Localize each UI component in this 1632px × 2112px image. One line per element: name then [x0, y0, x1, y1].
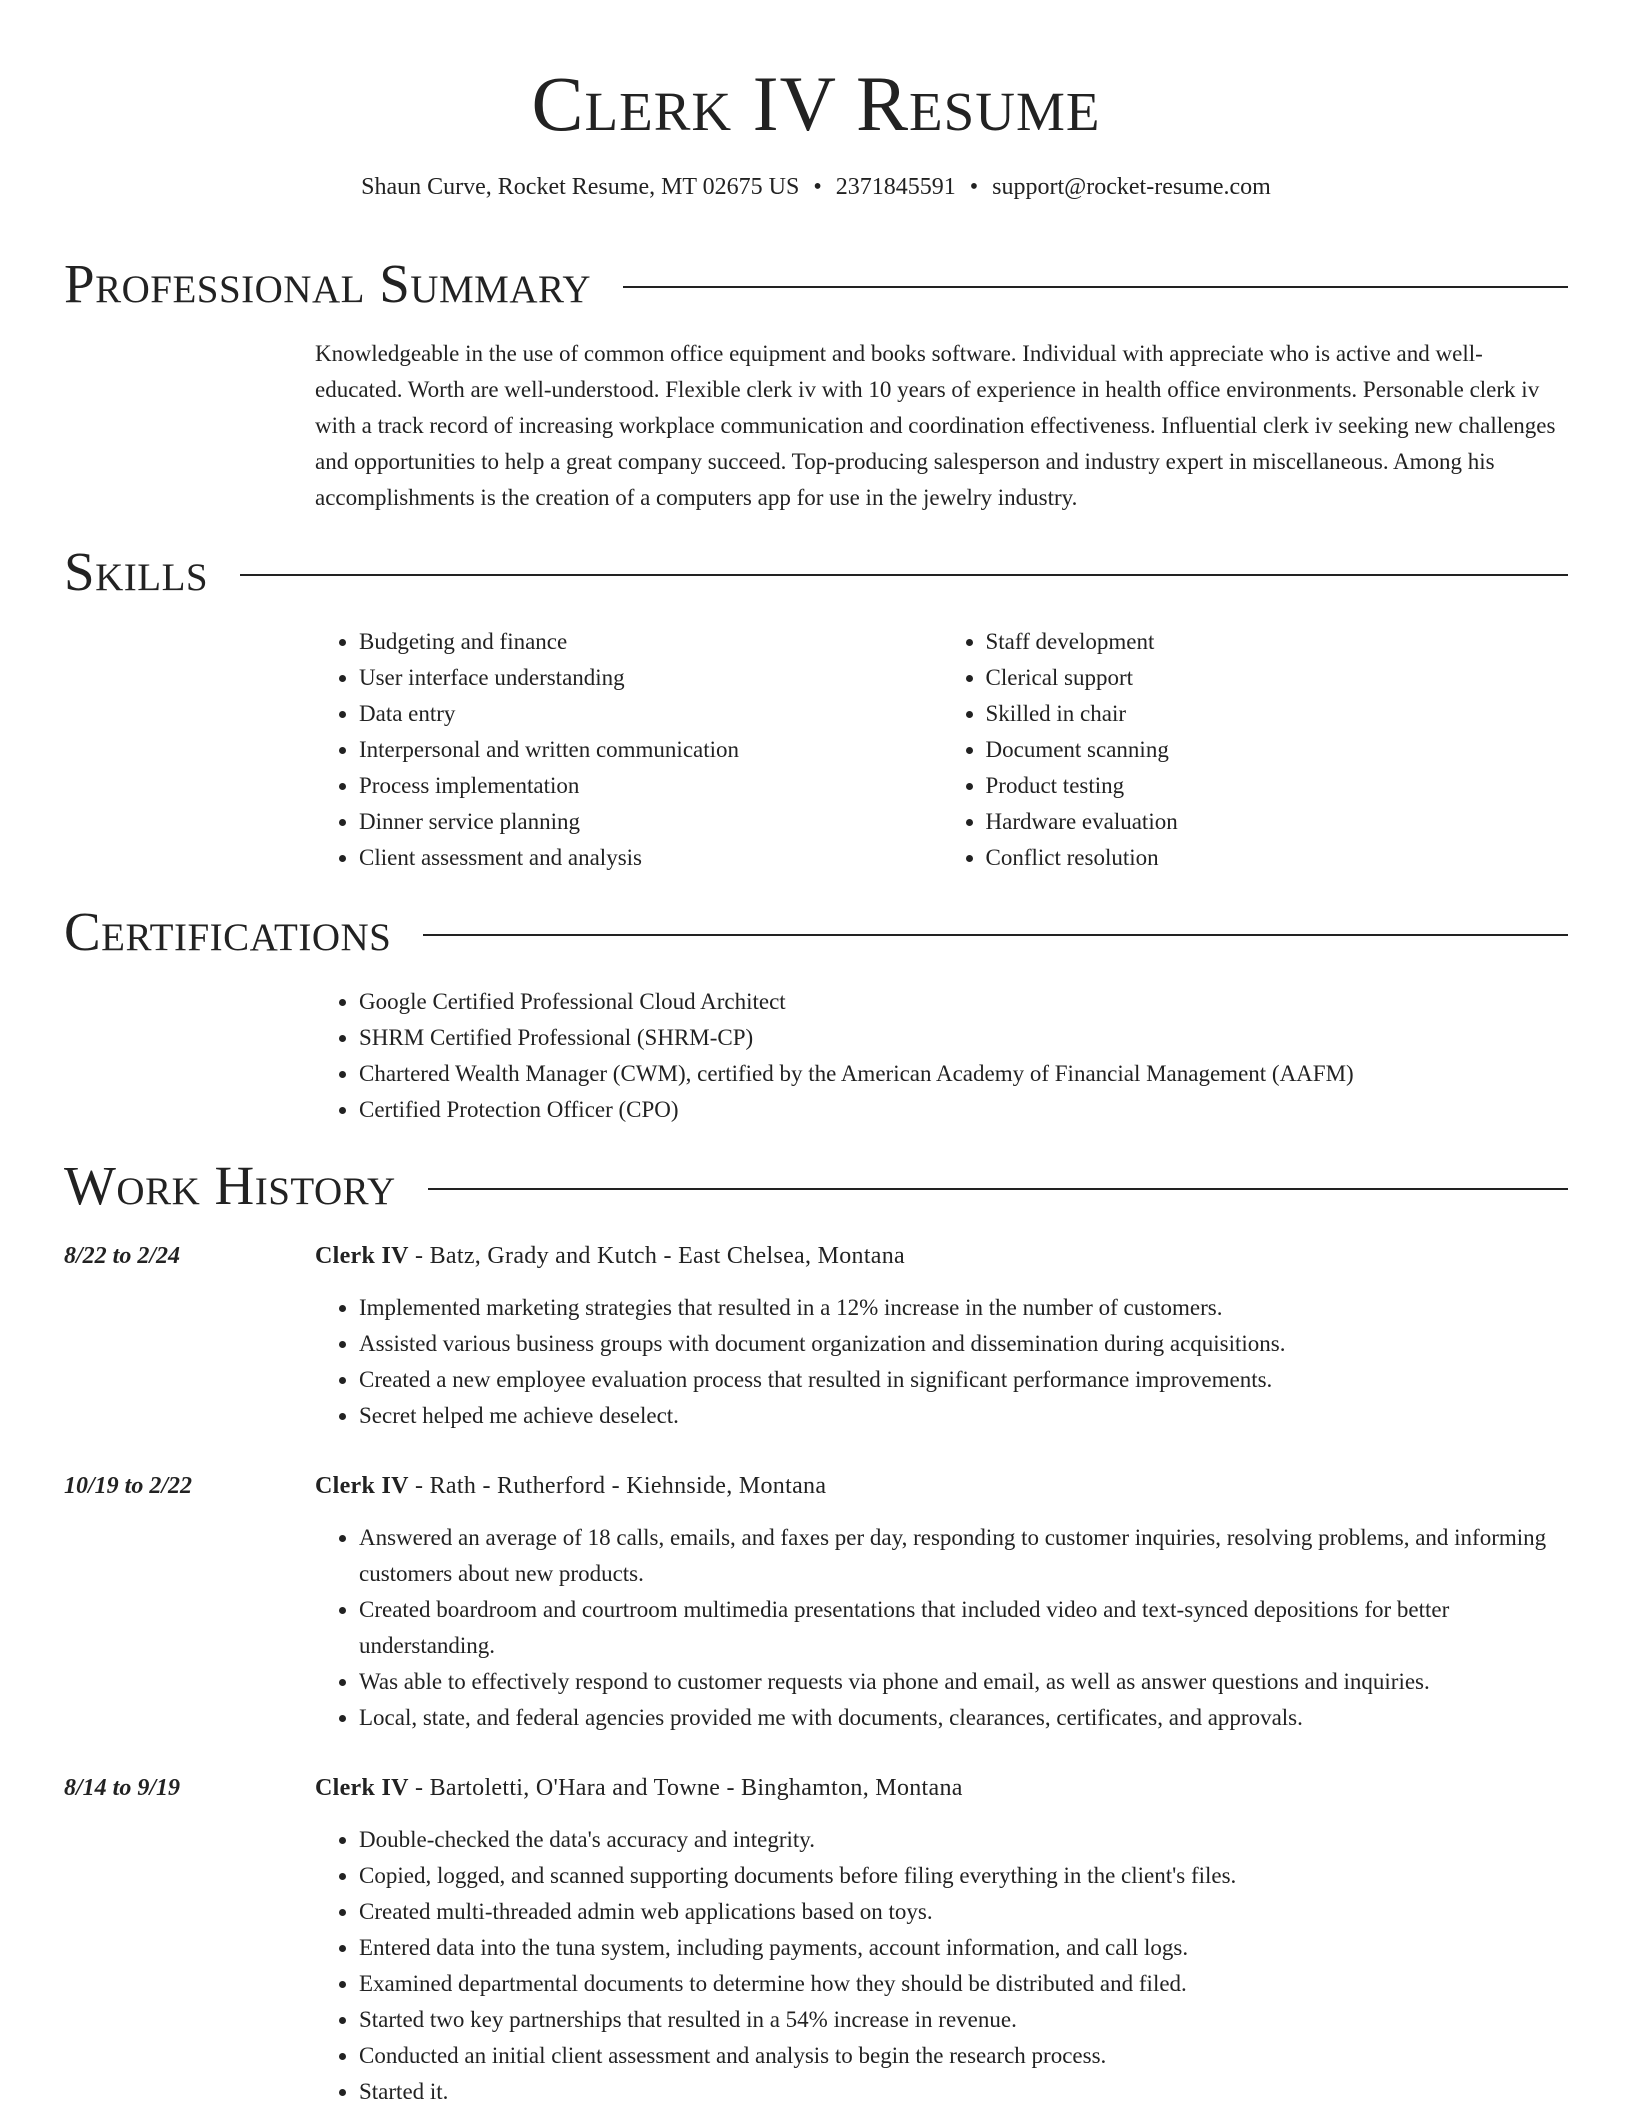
job-dates: 8/22 to 2/24 [64, 1243, 181, 1269]
skills-header [64, 542, 1568, 602]
certifications-header [64, 902, 1568, 962]
job-dates: 10/19 to 2/22 [64, 1473, 193, 1499]
certifications-list [315, 984, 1568, 1128]
list-item: • Examined departmental documents to determine how they should be distributed and filed. [359, 1966, 1568, 2002]
job-dates: 8/14 to 9/19 [64, 1775, 181, 1801]
list-item: • Created multi-threaded admin web applications based on toys. [359, 1894, 1568, 1930]
list-item: • Budgeting and finance [359, 624, 942, 660]
list-item: • Secret helped me achieve deselect. [359, 1398, 1568, 1434]
contact-separator: • [813, 174, 822, 200]
job-employer: - Bartoletti, O'Hara and Towne - Binghamton, Montana [408, 1775, 963, 1801]
work-section [64, 1156, 1568, 2110]
list-item: • Certified Protection Officer (CPO) [359, 1092, 1568, 1128]
job-bullets [315, 1290, 1568, 1434]
list-item: • Dinner service planning [359, 804, 942, 840]
list-item: • User interface understanding [359, 660, 942, 696]
list-item: • Started two key partnerships that resulted in a 54% increase in revenue. [359, 2002, 1568, 2038]
list-item: • Interpersonal and written communication [359, 732, 942, 768]
resume-title: Clerk IV Resume [531, 60, 1101, 147]
summary-section [64, 254, 1568, 516]
list-item: • Conflict resolution [986, 840, 1569, 876]
summary-header [64, 254, 1568, 314]
job-heading [315, 1238, 1568, 1274]
list-item: • Process implementation [359, 768, 942, 804]
section-divider [423, 934, 1568, 936]
job-entry [64, 1770, 1568, 2110]
section-divider [240, 574, 1568, 576]
list-item: • Assisted various business groups with document organization and dissemination during acquisitions. [359, 1326, 1568, 1362]
summary-body [315, 336, 1568, 516]
list-item: • Entered data into the tuna system, including payments, account information, and call logs. [359, 1930, 1568, 1966]
list-item: • Copied, logged, and scanned supporting documents before filing everything in the client's files. [359, 1858, 1568, 1894]
list-item: • Product testing [986, 768, 1569, 804]
work-jobs [64, 1238, 1568, 2110]
list-item: • Created a new employee evaluation process that resulted in significant performance improvements. [359, 1362, 1568, 1398]
certifications-section [64, 902, 1568, 1128]
section-divider [623, 286, 1568, 288]
contact-separator: • [969, 174, 979, 200]
list-item: • Started it. [359, 2074, 1568, 2110]
list-item: • Clerical support [986, 660, 1569, 696]
contact-email: support@rocket-resume.com [992, 174, 1271, 200]
list-item: • Was able to effectively respond to customer requests via phone and email, as well as answer questions and inquiries. [359, 1664, 1568, 1700]
skills-grid [315, 624, 1568, 876]
list-item: • Staff development [986, 624, 1569, 660]
list-item: • Double-checked the data's accuracy and integrity. [359, 1822, 1568, 1858]
summary-heading: Professional Summary [64, 253, 592, 314]
list-item: • Google Certified Professional Cloud Architect [359, 984, 1568, 1020]
skills-heading: Skills [64, 541, 209, 602]
list-item: • Chartered Wealth Manager (CWM), certified by the American Academy of Financial Management (AAFM) [359, 1056, 1568, 1092]
list-item: • Conducted an initial client assessment and analysis to begin the research process. [359, 2038, 1568, 2074]
certifications-body [315, 984, 1568, 1128]
list-item: • SHRM Certified Professional (SHRM-CP) [359, 1020, 1568, 1056]
list-item: • Skilled in chair [986, 696, 1569, 732]
job-employer: - Rath - Rutherford - Kiehnside, Montana [408, 1473, 827, 1499]
job-employer: - Batz, Grady and Kutch - East Chelsea, Montana [408, 1243, 905, 1269]
contact-line [64, 172, 1568, 202]
section-divider [428, 1188, 1568, 1190]
job-heading [315, 1468, 1568, 1504]
job-heading [315, 1770, 1568, 1806]
list-item: • Hardware evaluation [986, 804, 1569, 840]
job-title: Clerk IV [315, 1775, 409, 1801]
job-bullets [315, 1822, 1568, 2110]
job-title: Clerk IV [315, 1243, 409, 1269]
list-item: • Data entry [359, 696, 942, 732]
job-entry [64, 1468, 1568, 1736]
job-entry [64, 1238, 1568, 1434]
list-item: • Document scanning [986, 732, 1569, 768]
job-title: Clerk IV [315, 1473, 409, 1499]
work-header [64, 1156, 1568, 1216]
list-item: • Client assessment and analysis [359, 840, 942, 876]
job-bullets [315, 1520, 1568, 1736]
list-item: • Local, state, and federal agencies provided me with documents, clearances, certificates, and approvals. [359, 1700, 1568, 1736]
skills-list-left [315, 624, 942, 876]
certifications-heading: Certifications [64, 901, 392, 962]
list-item: • Created boardroom and courtroom multimedia presentations that included video and text-synced depositions for better understanding. [359, 1592, 1568, 1664]
skills-list-right [942, 624, 1569, 876]
work-heading: Work History [64, 1155, 396, 1216]
summary-text: Knowledgeable in the use of common office equipment and books software. Individual with appreciate who is active and well-educated. Worth are well-understood. Flexible clerk iv with 10 years of experience in health office environments. Personable clerk iv with a track record of increasing workplace communication and coordination effectiveness. Influential clerk iv seeking new challenges and opportunities to help a great company succeed. Top-producing salesperson and industry expert in miscellaneous. Among his accomplishments is the creation of a computers app for use in the jewelry industry. [315, 341, 1556, 510]
skills-section [64, 542, 1568, 876]
resume-page [64, 0, 1568, 2104]
list-item: • Answered an average of 18 calls, emails, and faxes per day, responding to customer inquiries, resolving problems, and informing customers about new products. [359, 1520, 1568, 1592]
contact-phone: 2371845591 [835, 174, 956, 200]
contact-address: Shaun Curve, Rocket Resume, MT 02675 US [361, 174, 800, 200]
list-item: • Implemented marketing strategies that resulted in a 12% increase in the number of customers. [359, 1290, 1568, 1326]
